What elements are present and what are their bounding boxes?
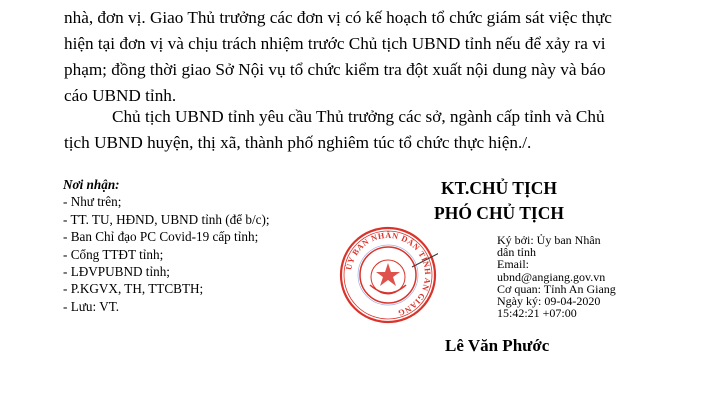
signer-title-line: KT.CHỦ TỊCH bbox=[440, 178, 558, 198]
signer-name: Lê Văn Phước bbox=[445, 336, 550, 355]
digital-signature-info bbox=[497, 234, 647, 319]
recipient-item: - LĐVPUBND tỉnh; bbox=[63, 264, 170, 280]
recipient-item: - Như trên; bbox=[63, 194, 122, 210]
signature-line: Email: bbox=[497, 257, 529, 272]
recipient-item: - Lưu: VT. bbox=[63, 298, 120, 314]
paragraph-line: hiện tại đơn vị và chịu trách nhiệm trước Chủ tịch UBND tỉnh nếu để xảy ra vi bbox=[64, 34, 606, 53]
recipient-item: - Cổng TTĐT tỉnh; bbox=[63, 246, 164, 262]
signature-line: Ký bởi: Ủy ban Nhân bbox=[497, 233, 601, 247]
signature-email: ubnd@angiang.gov.vn bbox=[497, 269, 606, 284]
paragraph-line: nhà, đơn vị. Giao Thủ trưởng các đơn vị có kế hoạch tổ chức giám sát việc thực bbox=[64, 8, 612, 27]
paragraph-line: phạm; đồng thời giao Sở Nội vụ tổ chức kiểm tra đột xuất nội dung này và báo bbox=[64, 60, 606, 79]
paragraph-line: tịch UBND huyện, thị xã, thành phố nghiêm túc tổ chức thực hiện./. bbox=[64, 133, 532, 152]
recipient-item: - Ban Chỉ đạo PC Covid-19 cấp tỉnh; bbox=[63, 229, 259, 245]
paragraph-line: Chủ tịch UBND tỉnh yêu cầu Thủ trưởng các sở, ngành cấp tỉnh và Chủ bbox=[112, 107, 605, 126]
signer-title bbox=[404, 176, 594, 226]
recipients-list bbox=[63, 193, 270, 315]
signature-line: dân tỉnh bbox=[497, 245, 536, 260]
signature-line: Cơ quan: Tỉnh An Giang bbox=[497, 281, 616, 296]
recipients-block bbox=[63, 176, 270, 315]
body-paragraph-1 bbox=[64, 5, 654, 109]
paragraph-line: cáo UBND tỉnh. bbox=[64, 86, 177, 105]
recipients-title: Nơi nhận: bbox=[63, 177, 120, 192]
seal-text: ỦY BAN NHÂN DÂN TỈNH AN GIANG bbox=[344, 230, 433, 318]
recipient-item: - P.KGVX, TH, TTCBTH; bbox=[63, 281, 204, 297]
signature-line: 15:42:21 +07:00 bbox=[497, 306, 577, 321]
signer-title-line: PHÓ CHỦ TỊCH bbox=[434, 203, 564, 223]
body-paragraph-2 bbox=[64, 104, 654, 156]
recipient-item: - TT. TU, HĐND, UBND tỉnh (để b/c); bbox=[63, 211, 270, 227]
signature-line: Ngày ký: 09-04-2020 bbox=[497, 294, 601, 309]
official-seal-icon bbox=[338, 225, 438, 325]
